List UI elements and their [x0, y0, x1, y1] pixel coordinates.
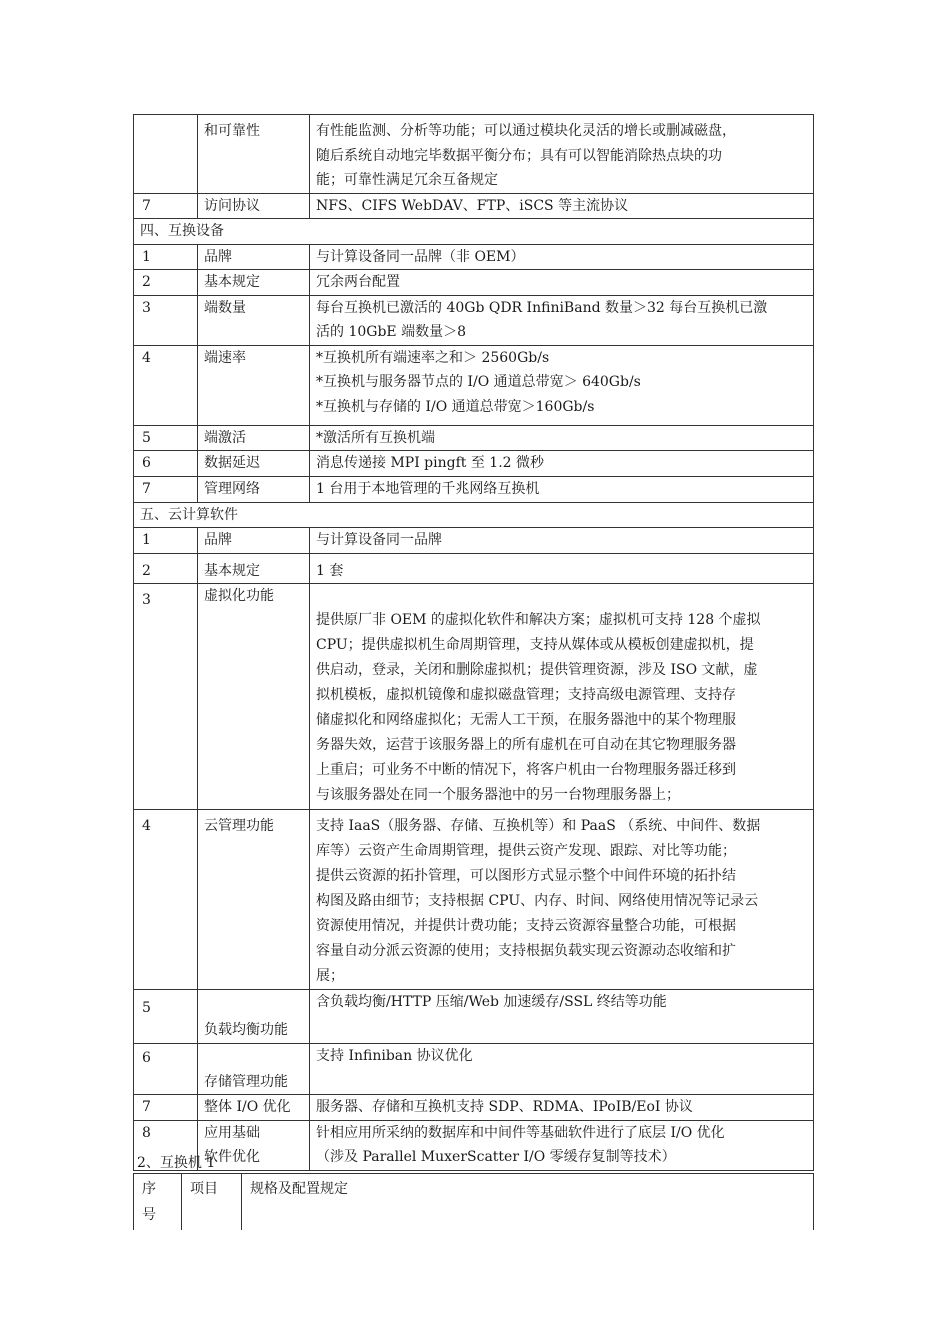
row-num: 7 — [134, 477, 198, 503]
table-row-io — [134, 1095, 814, 1121]
row-spec: 含负载均衡/HTTP 压缩/Web 加速缓存/SSL 终结等功能 — [310, 990, 814, 1044]
item-line: 应用基础 — [204, 1124, 260, 1141]
item-line: 软件优化 — [204, 1149, 260, 1165]
row-item: 虚拟化功能 — [198, 584, 310, 810]
table-row-protocol — [134, 193, 814, 219]
table-row-app-optimization — [134, 1120, 814, 1170]
row-num: 6 — [134, 1043, 198, 1095]
section-heading-cloud-software — [134, 502, 814, 528]
row-num: 1 — [134, 528, 198, 554]
spec-line: 每台互换机已激活的 40Gb QDR InfiniBand 数量＞32 每台互换机已激 — [316, 299, 768, 316]
row-num: 6 — [134, 451, 198, 477]
row-item: 品牌 — [198, 244, 310, 270]
row-item: 管理网络 — [198, 477, 310, 503]
table-row — [134, 451, 814, 477]
spec-line: 构图及路由细节；支持根据 CPU、内存、时间、网络使用情况等记录云 — [316, 893, 759, 909]
spec-line: 支持 IaaS（服务器、存储、互换机等）和 PaaS （系统、中间件、数据 — [316, 818, 761, 834]
row-spec: 1 台用于本地管理的千兆网络互换机 — [310, 477, 814, 503]
row-spec — [310, 810, 814, 990]
spec-line: 储虚拟化和网络虚拟化；无需人工干预，在服务器池中的某个物理服 — [316, 712, 736, 728]
header-num-line: 号 — [142, 1207, 156, 1223]
row-item: 品牌 — [198, 528, 310, 554]
row-item: 基本规定 — [198, 553, 310, 584]
row-num: 7 — [134, 193, 198, 219]
table-row-port-count — [134, 295, 814, 345]
spec-line: 资源使用情况，并提供计费功能；支持云资源容量整合功能，可根据 — [316, 918, 736, 934]
header-item: 项目 — [182, 1174, 242, 1231]
row-spec — [310, 295, 814, 345]
table-row-storage-management — [134, 1043, 814, 1095]
row-spec: NFS、CIFS WebDAV、FTP、iSCS 等主流协议 — [310, 193, 814, 219]
table-row-load-balancing — [134, 990, 814, 1044]
row-item: 端激活 — [198, 425, 310, 451]
section-title: 五、云计算软件 — [134, 502, 814, 528]
spec-line: *互换机与存储的 I/O 通道总带宽＞160Gb/s — [316, 398, 595, 415]
table-row — [134, 425, 814, 451]
row-spec: 与计算设备同一品牌（非 OEM） — [310, 244, 814, 270]
row-item: 云管理功能 — [198, 810, 310, 990]
row-item: 基本规定 — [198, 270, 310, 296]
table-row — [134, 553, 814, 584]
row-num: 4 — [134, 345, 198, 425]
row-num: 2 — [134, 553, 198, 584]
row-spec: 冗余两台配置 — [310, 270, 814, 296]
spec-line: 活的 10GbE 端数量＞8 — [316, 324, 466, 340]
row-spec: 1 套 — [310, 553, 814, 584]
header-num-line: 序 — [142, 1181, 156, 1197]
table-row — [134, 528, 814, 554]
row-num: 3 — [134, 295, 198, 345]
row-spec — [310, 1120, 814, 1170]
row-item: 端速率 — [198, 345, 310, 425]
spec-line: CPU；提供虚拟机生命周期管理，支持从媒体或从模板创建虚拟机，提 — [316, 637, 754, 653]
row-num — [134, 115, 198, 194]
table-row — [134, 270, 814, 296]
row-num: 7 — [134, 1095, 198, 1121]
spec-line: 上重启；可业务不中断的情况下，将客户机由一台物理服务器迁移到 — [316, 762, 736, 778]
table-row — [134, 477, 814, 503]
table-row — [134, 244, 814, 270]
spec-line: 提供原厂非 OEM 的虚拟化软件和解决方案；虚拟机可支持 128 个虚拟 — [316, 612, 761, 628]
row-item: 存储管理功能 — [198, 1043, 310, 1095]
row-num: 4 — [134, 810, 198, 990]
subsection-title: 2、互换机 1 — [137, 1155, 216, 1171]
row-spec: 消息传递接 MPI pingft 至 1.2 微秒 — [310, 451, 814, 477]
table-header-row — [134, 1174, 814, 1231]
row-spec — [310, 584, 814, 810]
row-item: 和可靠性 — [198, 115, 310, 194]
row-spec: 支持 Infiniban 协议优化 — [310, 1043, 814, 1095]
spec-line: 务器失效，运营于该服务器上的所有虚机在可自动在其它物理服务器 — [316, 737, 736, 753]
spec-line: 库等）云资产生命周期管理，提供云资产发现、跟踪、对比等功能； — [316, 843, 736, 859]
spec-line: 提供云资源的拓扑管理，可以图形方式显示整个中间件环境的拓扑结 — [316, 868, 736, 884]
spec-line: 与该服务器处在同一个服务器池中的另一台物理服务器上； — [316, 787, 680, 803]
row-item: 访问协议 — [198, 193, 310, 219]
spec-line: *互换机所有端速率之和＞ 2560Gb/s — [316, 349, 550, 366]
row-item: 端数量 — [198, 295, 310, 345]
row-num: 5 — [134, 990, 198, 1044]
spec-line: 能；可靠性满足冗余互备规定 — [316, 172, 498, 188]
spec-line: 展； — [316, 968, 344, 984]
spec-line: 容量自动分派云资源的使用；支持根据负载实现云资源动态收缩和扩 — [316, 943, 736, 959]
table-row-cloud-management — [134, 810, 814, 990]
spec-line: *互换机与服务器节点的 I/O 通道总带宽＞ 640Gb/s — [316, 374, 641, 390]
row-spec — [310, 115, 814, 194]
table-row-port-rate — [134, 345, 814, 425]
table-row-virtualization — [134, 584, 814, 810]
row-item: 负载均衡功能 — [198, 990, 310, 1044]
row-num: 3 — [134, 584, 198, 810]
spec-line: 有性能监测、分析等功能；可以通过模块化灵活的增长或删减磁盘， — [316, 123, 736, 139]
row-spec: 服务器、存储和互换机支持 SDP、RDMA、IPoIB/EoI 协议 — [310, 1095, 814, 1121]
row-spec: 与计算设备同一品牌 — [310, 528, 814, 554]
row-item: 数据延迟 — [198, 451, 310, 477]
spec-table-main — [133, 114, 814, 1171]
section-title: 四、互换设备 — [134, 219, 814, 245]
spec-line: 供启动，登录，关闭和删除虚拟机；提供管理资源，涉及 ISO 文献，虚 — [316, 662, 758, 678]
row-num: 5 — [134, 425, 198, 451]
row-num: 2 — [134, 270, 198, 296]
header-num — [134, 1174, 182, 1231]
spec-line: （涉及 Parallel MuxerScatter I/O 零缓存复制等技术） — [316, 1149, 676, 1165]
spec-line: 针相应用所采纳的数据库和中间件等基础软件进行了底层 I/O 优化 — [316, 1124, 725, 1141]
row-item: 整体 I/O 优化 — [198, 1095, 310, 1121]
section-heading-switch — [134, 219, 814, 245]
row-num: 1 — [134, 244, 198, 270]
spec-table-switch — [133, 1173, 814, 1230]
spec-line: 拟机模板，虚拟机镜像和虚拟磁盘管理；支持高级电源管理、支持存 — [316, 687, 736, 703]
spec-line: 随后系统自动地完毕数据平衡分布；具有可以智能消除热点块的功 — [316, 147, 722, 164]
row-num: 8 — [134, 1120, 198, 1170]
row-spec: *激活所有互换机端 — [310, 425, 814, 451]
header-spec: 规格及配置规定 — [242, 1174, 814, 1231]
table-row-reliability — [134, 115, 814, 194]
row-spec — [310, 345, 814, 425]
